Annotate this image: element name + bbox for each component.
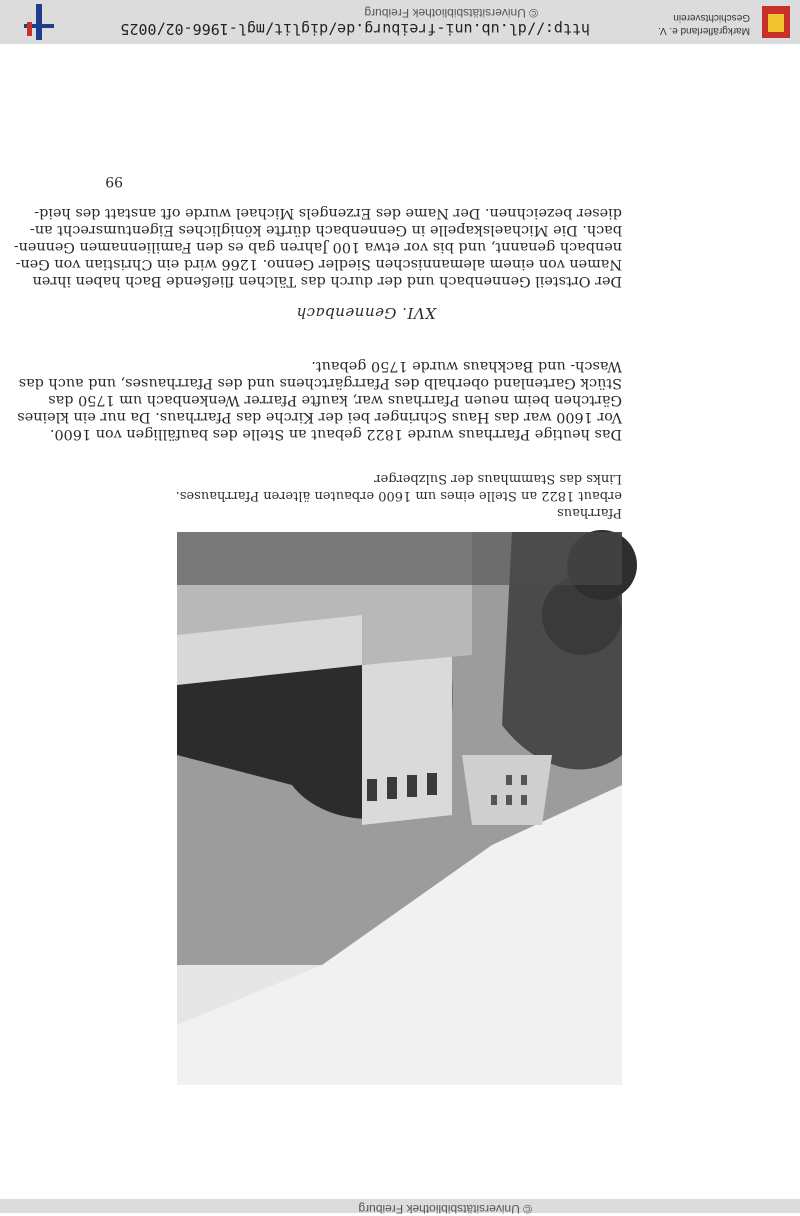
text-line: Der Ortsteil Gennenbach und der durch das Tälchen fließende Bach haben ihren (32, 273, 622, 289)
footer-society-line: Markgräflerland e. V. (658, 25, 750, 36)
footer-url-link[interactable]: http://dl.ub.uni-freiburg.de/diglit/mgl-1966-02/0025 (120, 20, 590, 38)
photo-drawing (177, 532, 622, 1085)
text-line: bach. Die Michaelskapelle in Gennenbach dürfte königliches Eigentumsrecht an- (29, 222, 622, 238)
text-line: Wasch- und Backhaus wurde 1750 gebaut. (311, 358, 622, 374)
caption-line: Links das Stammhaus der Sulzberger (374, 471, 622, 486)
text-line: Namen von einem alemannischen Siedler Genno. 1266 wird ein Christian von Gen- (15, 256, 622, 272)
paragraph-pfarrhaus (17, 357, 622, 442)
text-line: Gärtchen beim neuen Pfarrhaus war, kaufte Pfarrer Wenkenbach um 1750 das (48, 392, 622, 408)
text-line: dieser bezeichnen. Der Name des Erzengels Michael wurde oft anstatt des heid- (34, 205, 622, 221)
footer-bar (0, 0, 800, 44)
footer-society-line: Geschichtsverein (673, 12, 750, 23)
text-line: Stück Gartenland oberhalb des Pfarrgärtchens und des Pfarrhauses, und auch das (18, 375, 622, 391)
coat-of-arms-icon (762, 6, 790, 38)
header-bar (0, 1199, 800, 1216)
text-line: Das heutige Pfarrhaus wurde 1822 gebaut an Stelle des baufälligen von 1600. (49, 426, 622, 442)
page-number: 99 (105, 173, 123, 189)
section-heading: XVI. Gennenbach (296, 304, 436, 322)
text-line: nenbach genannt, und bis vor etwa 100 Jahren gab es den Familiennamen Gennen- (13, 239, 622, 255)
footer-library-line: © Universitätsbibliothek Freiburg (364, 6, 538, 20)
paragraph-gennenbach (13, 204, 622, 289)
caption-title: Pfarrhaus (557, 505, 622, 520)
ub-freiburg-logo-icon (18, 4, 58, 40)
caption-line: erbaut 1822 an Stelle eines um 1600 erbauten älteren Pfarrhauses. (175, 488, 622, 503)
photograph-pfarrhaus (177, 532, 622, 1085)
header-library-line: © Universitätsbibliothek Freiburg (358, 1202, 532, 1216)
text-line: Vor 1600 war das Haus Schringer bei der Kirche das Pfarrhaus. Da nur ein kleines (17, 409, 622, 425)
